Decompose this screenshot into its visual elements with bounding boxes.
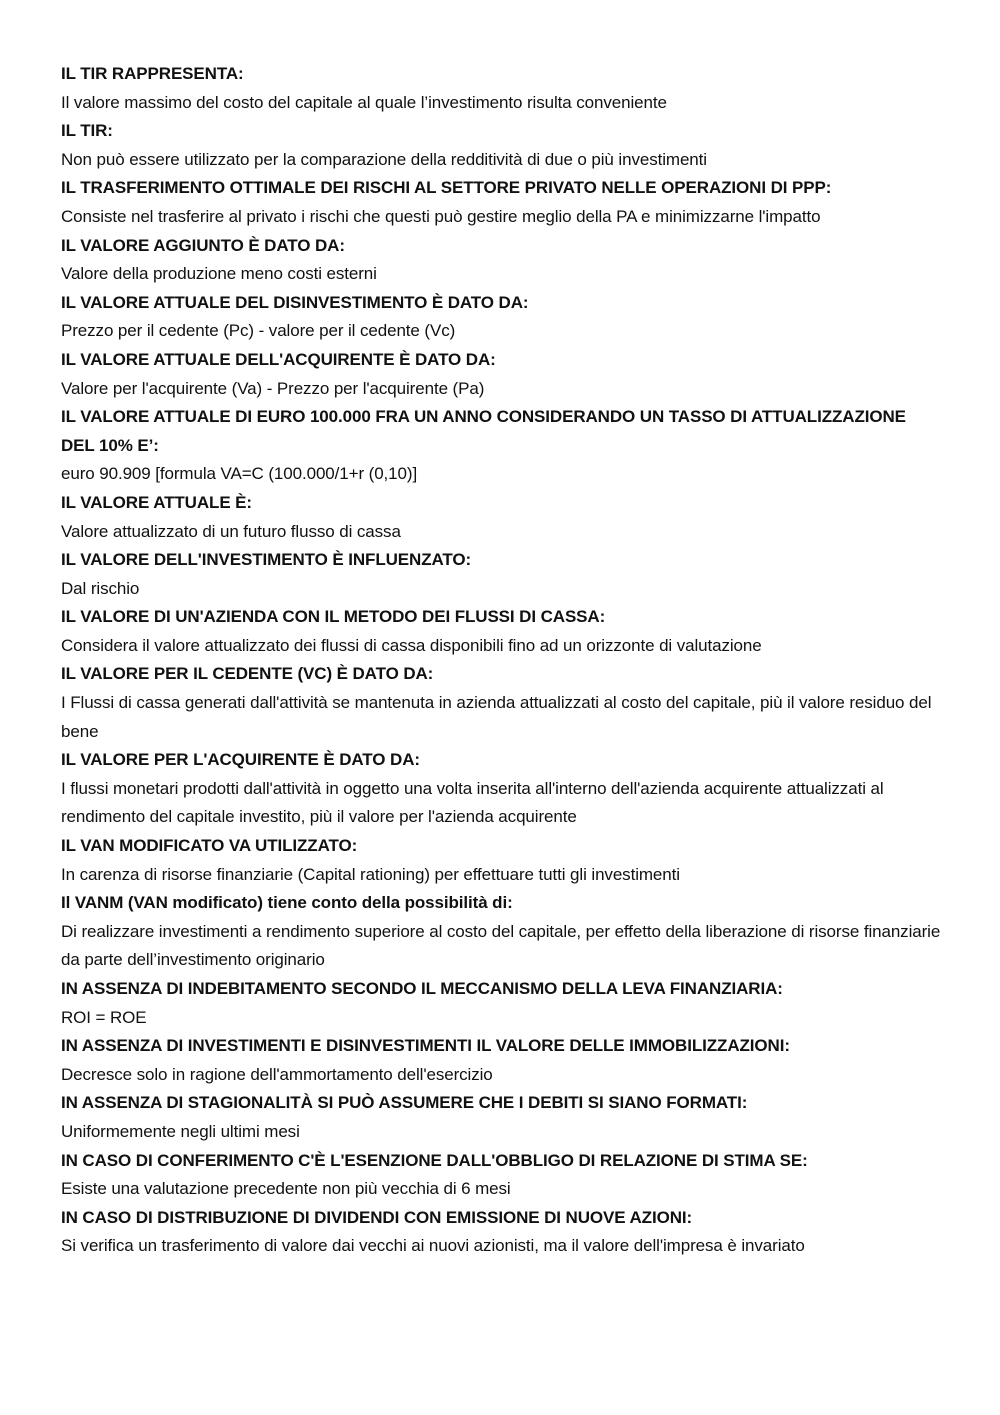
qa-entry xyxy=(61,489,941,546)
qa-entry xyxy=(61,660,941,746)
question: IN ASSENZA DI STAGIONALITÀ SI PUÒ ASSUMERE CHE I DEBITI SI SIANO FORMATI: xyxy=(61,1093,748,1113)
qa-entry xyxy=(61,1147,941,1204)
question: IL VALORE PER IL CEDENTE (VC) È DATO DA: xyxy=(61,664,434,684)
answer: I Flussi di cassa generati dall'attività se mantenuta in azienda attualizzati al costo del capitale, più il valore residuo del bene xyxy=(61,693,932,741)
answer: Esiste una valutazione precedente non più vecchia di 6 mesi xyxy=(61,1179,511,1199)
qa-entry xyxy=(61,975,941,1032)
answer: euro 90.909 [formula VA=C (100.000/1+r (0,10)] xyxy=(61,464,418,484)
question: IN CASO DI DISTRIBUZIONE DI DIVIDENDI CON EMISSIONE DI NUOVE AZIONI: xyxy=(61,1207,693,1227)
qa-entry xyxy=(61,889,941,975)
qa-entry xyxy=(61,1089,941,1146)
answer: In carenza di risorse finanziarie (Capital rationing) per effettuare tutti gli investimenti xyxy=(61,864,680,884)
question: IN CASO DI CONFERIMENTO C'È L'ESENZIONE DALL'OBBLIGO DI RELAZIONE DI STIMA SE: xyxy=(61,1150,808,1170)
qa-entry xyxy=(61,546,941,603)
qa-entry xyxy=(61,832,941,889)
answer: Non può essere utilizzato per la comparazione della redditività di due o più investimenti xyxy=(61,149,707,169)
qa-entry xyxy=(61,289,941,346)
question: IN ASSENZA DI INVESTIMENTI E DISINVESTIMENTI IL VALORE DELLE IMMOBILIZZAZIONI: xyxy=(61,1036,790,1056)
answer: Di realizzare investimenti a rendimento superiore al costo del capitale, per effetto della liberazione di risorse finanziarie da parte dell’investimento originario xyxy=(61,921,941,970)
answer: Valore per l'acquirente (Va) - Prezzo per l'acquirente (Pa) xyxy=(61,378,485,398)
question: Il VANM (VAN modificato) tiene conto della possibilità di: xyxy=(61,893,513,913)
question: IL VALORE ATTUALE DELL'ACQUIRENTE È DATO DA: xyxy=(61,349,496,369)
question: IL VALORE AGGIUNTO È DATO DA: xyxy=(61,235,345,255)
qa-entry xyxy=(61,174,941,231)
question: IL VALORE DI UN'AZIENDA CON IL METODO DEI FLUSSI DI CASSA: xyxy=(61,607,606,627)
qa-entry xyxy=(61,1204,941,1261)
qa-entry xyxy=(61,60,941,117)
answer: Considera il valore attualizzato dei flussi di cassa disponibili fino ad un orizzonte di valutazione xyxy=(61,635,762,655)
question: IL VALORE DELL'INVESTIMENTO È INFLUENZATO: xyxy=(61,550,472,570)
qa-entry xyxy=(61,1032,941,1089)
qa-entry xyxy=(61,746,941,832)
question: IL TIR: xyxy=(61,121,113,141)
qa-entry xyxy=(61,403,941,489)
question: IL VAN MODIFICATO VA UTILIZZATO: xyxy=(61,836,358,856)
qa-entry xyxy=(61,232,941,289)
document-page xyxy=(61,60,941,1261)
answer: Valore attualizzato di un futuro flusso di cassa xyxy=(61,521,401,541)
question: IL VALORE ATTUALE DI EURO 100.000 FRA UN ANNO CONSIDERANDO UN TASSO DI ATTUALIZZAZIONE DEL 10% E’: xyxy=(61,407,906,455)
question: IL VALORE ATTUALE È: xyxy=(61,492,252,512)
qa-entry xyxy=(61,346,941,403)
answer: I flussi monetari prodotti dall'attività in oggetto una volta inserita all'interno dell'azienda acquirente attualizzati al rendimento del capitale investito, più il valore per l'azienda acquirente xyxy=(61,778,884,827)
answer: Si verifica un trasferimento di valore dai vecchi ai nuovi azionisti, ma il valore dell'impresa è invariato xyxy=(61,1236,805,1256)
question: IN ASSENZA DI INDEBITAMENTO SECONDO IL MECCANISMO DELLA LEVA FINANZIARIA: xyxy=(61,979,783,998)
answer: Dal rischio xyxy=(61,578,140,598)
qa-entry xyxy=(61,603,941,660)
qa-entry xyxy=(61,117,941,174)
answer: Decresce solo in ragione dell'ammortamento dell'esercizio xyxy=(61,1064,493,1084)
answer: Il valore massimo del costo del capitale al quale l’investimento risulta conveniente xyxy=(61,92,667,112)
question: IL VALORE ATTUALE DEL DISINVESTIMENTO È DATO DA: xyxy=(61,292,529,312)
answer: Valore della produzione meno costi esterni xyxy=(61,264,377,284)
question: IL TRASFERIMENTO OTTIMALE DEI RISCHI AL SETTORE PRIVATO NELLE OPERAZIONI DI PPP: xyxy=(61,178,832,198)
question: IL VALORE PER L'ACQUIRENTE È DATO DA: xyxy=(61,750,420,770)
answer: Uniformemente negli ultimi mesi xyxy=(61,1121,300,1141)
answer: Consiste nel trasferire al privato i rischi che questi può gestire meglio della PA e minimizzarne l'impatto xyxy=(61,206,821,226)
answer: ROI = ROE xyxy=(61,1007,147,1027)
question: IL TIR RAPPRESENTA: xyxy=(61,64,244,83)
answer: Prezzo per il cedente (Pc) - valore per il cedente (Vc) xyxy=(61,321,456,341)
